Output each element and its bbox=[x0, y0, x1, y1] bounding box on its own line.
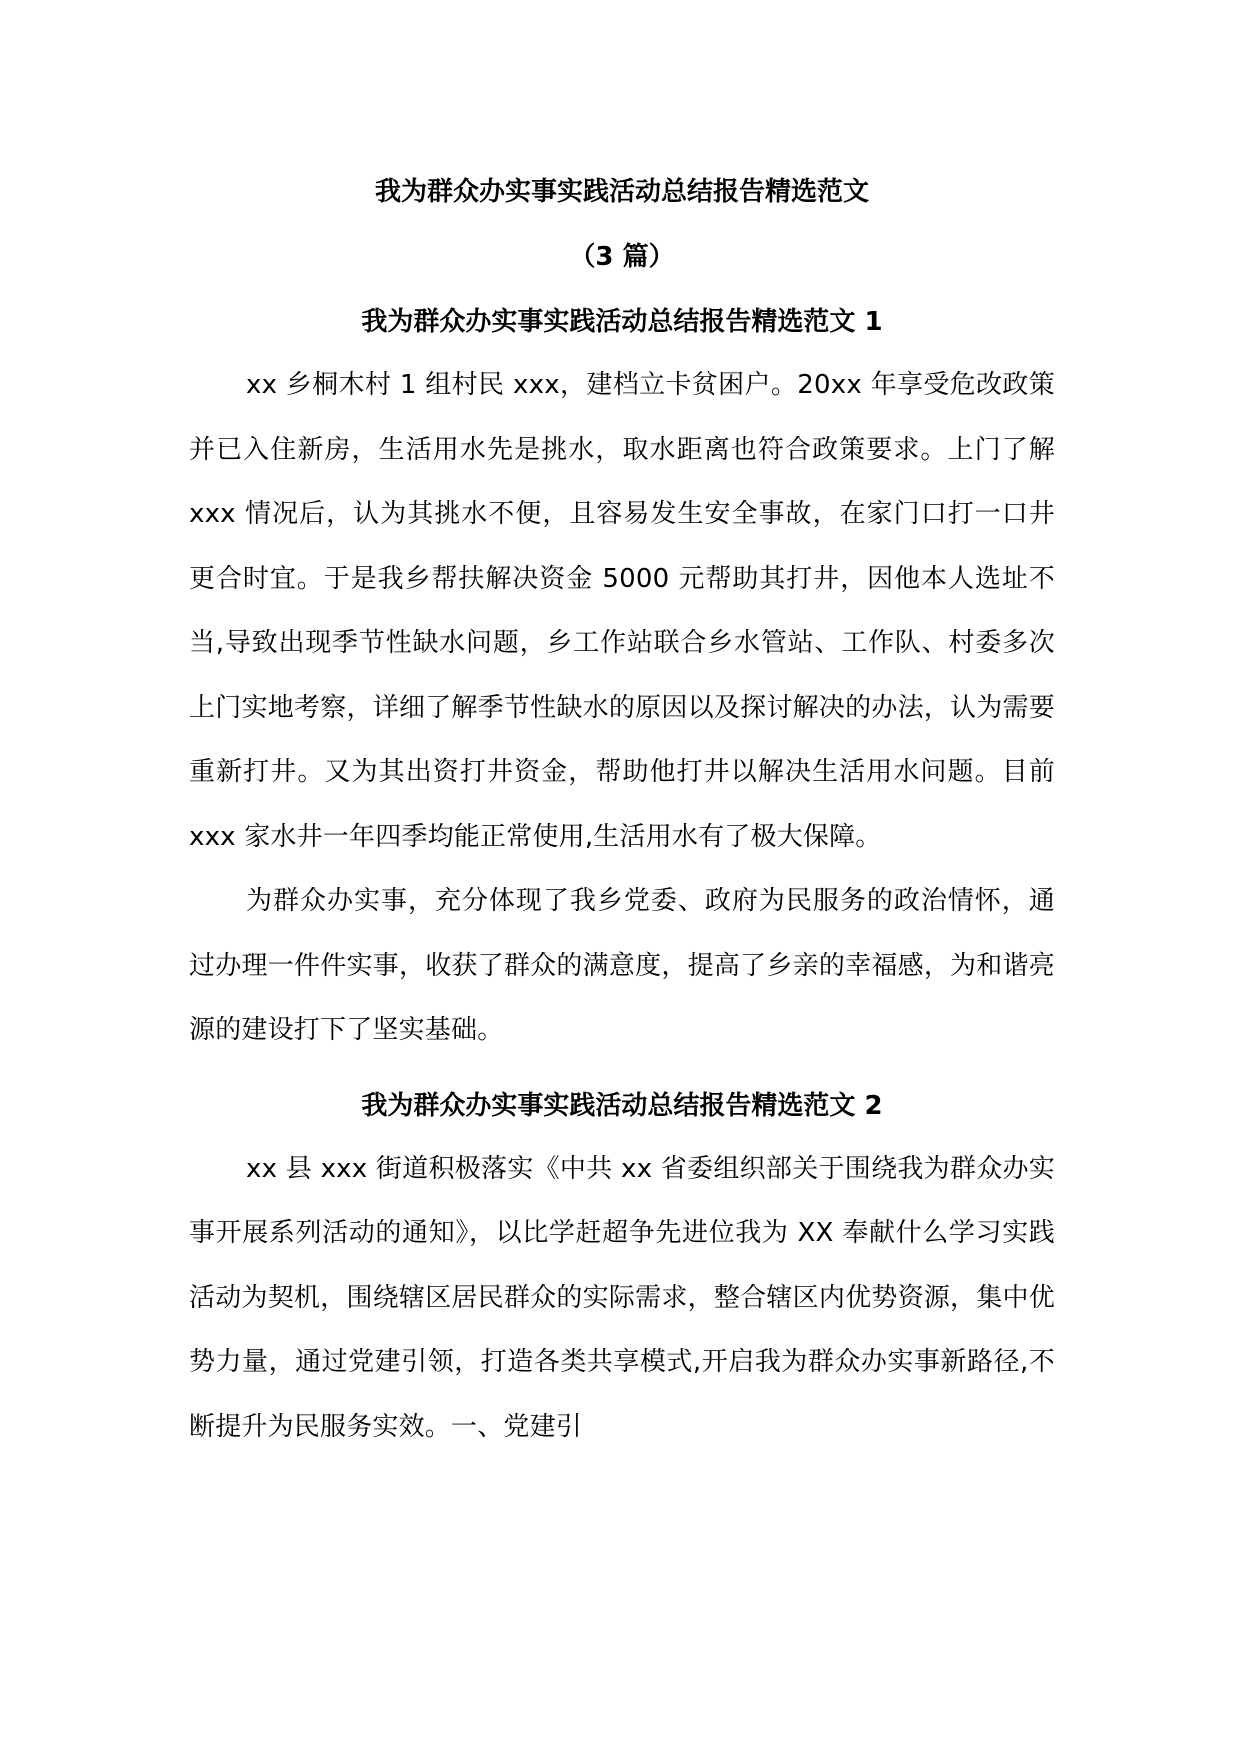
section-2-paragraph-1: xx 县 xxx 街道积极落实《中共 xx 省委组织部关于围绕我为群众办实事开展系列活动的通知》，以比学赶超争先进位我为 XX 奉献什么学习实践活动为契机，围绕辖区居民群众的实际需求，整合辖区内优势资源，集中优势力量，通过党建引领，打造各类共享模式,开启我为群众办实事新路径,不断提升为民服务实效。一、党建引 bbox=[189, 1153, 1055, 1442]
section-heading-2: 我为群众办实事实践活动总结报告精选范文 2 bbox=[361, 1090, 883, 1121]
document-body bbox=[189, 174, 1055, 1459]
document-title: 我为群众办实事实践活动总结报告精选范文 bbox=[374, 177, 869, 207]
section-heading-1: 我为群众办实事实践活动总结报告精选范文 1 bbox=[361, 307, 883, 337]
document-subtitle: （3 篇） bbox=[569, 242, 675, 272]
section-1-paragraph-2: 为群众办实事，充分体现了我乡党委、政府为民服务的政治情怀，通过办理一件件实事，收获了群众的满意度，提高了乡亲的幸福感，为和谐亮源的建设打下了坚实基础。 bbox=[189, 886, 1055, 1045]
section-1-paragraph-1: xx 乡桐木村 1 组村民 xxx，建档立卡贫困户。20xx 年享受危改政策并已入住新房，生活用水先是挑水，取水距离也符合政策要求。上门了解 xxx 情况后，认为其挑水不便，且容易发生安全事故，在家门口打一口井更合时宜。于是我乡帮扶解决资金 5000 元帮助其打井，因他本人选址不当,导致出现季节性缺水问题，乡工作站联合乡水管站、工作队、村委多次上门实地考察，详细了解季节性缺水的原因以及探讨解决的办法，认为需要重新打井。又为其出资打井资金，帮助他打井以解决生活用水问题。目前 xxx 家水井一年四季均能正常使用,生活用水有了极大保障。 bbox=[189, 370, 1055, 852]
